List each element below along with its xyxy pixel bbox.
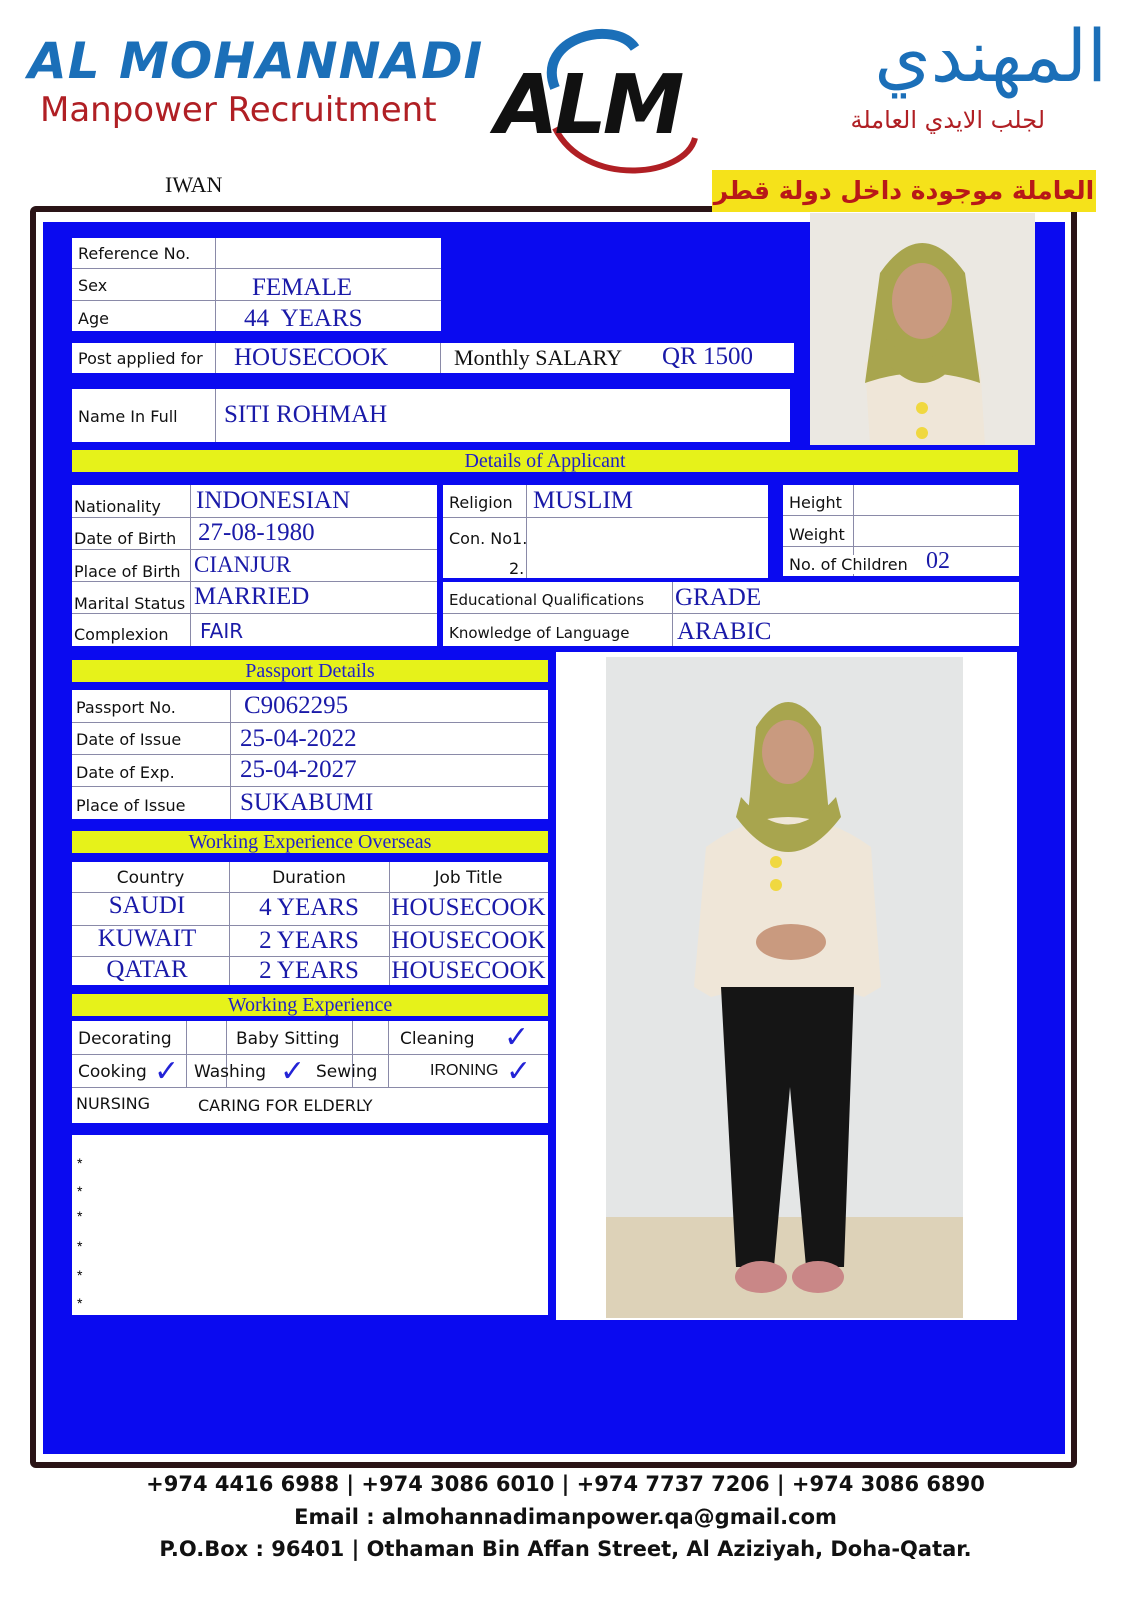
skill-nursing: NURSING bbox=[76, 1094, 151, 1113]
skill-baby-sitting: Baby Sitting bbox=[236, 1029, 340, 1049]
skills-table bbox=[72, 1021, 548, 1123]
table-row-3-job: HOUSECOOK bbox=[391, 957, 546, 984]
arabic-subtitle: لجلب الايدي العاملة bbox=[850, 106, 1045, 134]
religion-label: Religion bbox=[449, 493, 513, 512]
washing-check-icon: ✓ bbox=[280, 1054, 306, 1089]
full-body-figure bbox=[606, 657, 963, 1318]
arabic-brand bbox=[725, 14, 1115, 148]
nationality-label: Nationality bbox=[74, 497, 161, 516]
sex-value: FEMALE bbox=[252, 274, 352, 301]
table-row-2-job: HOUSECOOK bbox=[391, 927, 546, 954]
name-row bbox=[72, 389, 790, 442]
applicant-portrait-photo bbox=[810, 213, 1035, 445]
alm-logo bbox=[495, 18, 720, 178]
nationality-value: INDONESIAN bbox=[196, 487, 351, 514]
issue-place-value: SUKABUMI bbox=[240, 789, 374, 816]
note-bullet-2: * bbox=[77, 1183, 83, 1199]
skill-cleaning: Cleaning bbox=[400, 1029, 475, 1049]
cleaning-check-icon: ✓ bbox=[504, 1020, 530, 1055]
post-row bbox=[72, 343, 794, 373]
notes-box bbox=[72, 1135, 548, 1315]
full-photo-frame bbox=[556, 652, 1017, 1320]
table-row-2-duration: 2 YEARS bbox=[259, 927, 359, 954]
footer-address: P.O.Box : 96401 | Othaman Bin Affan Street, Al Aziziyah, Doha-Qatar. bbox=[159, 1537, 972, 1561]
passport-block bbox=[72, 690, 548, 819]
complexion-value: FAIR bbox=[200, 619, 244, 643]
salary-value: QR 1500 bbox=[662, 343, 753, 370]
note-bullet-3: * bbox=[77, 1208, 83, 1224]
note-bullet-6: * bbox=[77, 1295, 83, 1311]
details-education-block bbox=[443, 582, 1019, 646]
pob-value: CIANJUR bbox=[194, 552, 292, 577]
section-skills-title: Working Experience bbox=[72, 994, 548, 1016]
name-value: SITI ROHMAH bbox=[224, 401, 388, 428]
section-overseas-title: Working Experience Overseas bbox=[72, 831, 548, 853]
cooking-check-icon: ✓ bbox=[154, 1054, 180, 1089]
brand-subtitle: Manpower Recruitment bbox=[40, 90, 437, 130]
children-value: 02 bbox=[926, 548, 950, 574]
passport-number-label: Passport No. bbox=[76, 698, 176, 717]
skill-washing: Washing bbox=[194, 1062, 267, 1082]
issue-date-value: 25-04-2022 bbox=[240, 725, 357, 752]
note-bullet-4: * bbox=[77, 1238, 83, 1254]
salary-label: Monthly SALARY bbox=[454, 345, 623, 370]
skill-ironing: IRONING bbox=[430, 1062, 499, 1079]
col-header-country: Country bbox=[116, 868, 185, 888]
skill-cooking: Cooking bbox=[78, 1062, 147, 1082]
skill-caring-elderly: CARING FOR ELDERLY bbox=[198, 1096, 373, 1115]
post-label: Post applied for bbox=[78, 349, 203, 368]
exp-date-value: 25-04-2027 bbox=[240, 756, 357, 783]
sex-label: Sex bbox=[78, 276, 108, 295]
portrait-figure bbox=[810, 213, 1035, 445]
table-row-1-job: HOUSECOOK bbox=[391, 894, 546, 921]
post-value: HOUSECOOK bbox=[234, 344, 389, 371]
table-row-1-country: SAUDI bbox=[108, 892, 186, 919]
education-value: GRADE bbox=[675, 584, 762, 611]
applicant-full-body-photo bbox=[606, 657, 963, 1318]
skill-decorating: Decorating bbox=[78, 1029, 172, 1049]
marital-value: MARRIED bbox=[194, 583, 310, 610]
religion-value: MUSLIM bbox=[533, 487, 634, 514]
section-passport-title: Passport Details bbox=[72, 660, 548, 682]
pob-label: Place of Birth bbox=[74, 562, 181, 581]
education-label: Educational Qualifications bbox=[449, 591, 645, 609]
overseas-table bbox=[72, 862, 548, 985]
note-bullet-1: * bbox=[77, 1155, 83, 1171]
issue-place-label: Place of Issue bbox=[76, 796, 186, 815]
complexion-label: Complexion bbox=[74, 625, 169, 644]
reference-block bbox=[72, 238, 441, 331]
footer-email: Email : almohannadimanpower.qa@gmail.com bbox=[294, 1505, 837, 1529]
passport-number-value: C9062295 bbox=[244, 692, 349, 719]
height-label: Height bbox=[789, 493, 842, 512]
brand-name: AL MOHANNADI bbox=[28, 32, 484, 90]
con1-label: Con. No1. bbox=[449, 529, 528, 548]
table-row-3-country: QATAR bbox=[106, 956, 188, 983]
table-row-2-country: KUWAIT bbox=[97, 925, 197, 952]
language-label: Knowledge of Language bbox=[449, 624, 630, 642]
agent-code: IWAN bbox=[165, 172, 223, 197]
arabic-title: المهندي bbox=[874, 14, 1107, 98]
details-left-block bbox=[72, 485, 437, 646]
section-details-title: Details of Applicant bbox=[72, 450, 1018, 472]
children-label: No. of Children bbox=[789, 555, 912, 574]
brand-block bbox=[28, 32, 498, 142]
issue-date-label: Date of Issue bbox=[76, 730, 182, 749]
table-row-3-duration: 2 YEARS bbox=[259, 957, 359, 984]
con2-label: 2. bbox=[509, 559, 525, 578]
col-header-job-title: Job Title bbox=[434, 868, 503, 888]
weight-label: Weight bbox=[789, 525, 845, 544]
marital-label: Marital Status bbox=[74, 594, 186, 613]
age-label: Age bbox=[78, 309, 109, 328]
note-bullet-5: * bbox=[77, 1267, 83, 1283]
dob-value: 27-08-1980 bbox=[198, 519, 315, 546]
language-value: ARABIC bbox=[677, 618, 772, 645]
logo-letters: ALM bbox=[495, 58, 681, 153]
details-religion-block bbox=[443, 485, 768, 578]
col-header-duration: Duration bbox=[272, 868, 346, 888]
age-value: 44 YEARS bbox=[244, 305, 363, 332]
footer-phones: +974 4416 6988 | +974 3086 6010 | +974 7737 7206 | +974 3086 6890 bbox=[146, 1472, 985, 1496]
skill-sewing: Sewing bbox=[316, 1062, 378, 1082]
details-height-block bbox=[783, 485, 1019, 576]
arabic-banner: العاملة موجودة داخل دولة قطر bbox=[712, 170, 1096, 212]
ironing-check-icon: ✓ bbox=[506, 1054, 532, 1089]
name-label: Name In Full bbox=[78, 407, 178, 426]
table-row-1-duration: 4 YEARS bbox=[259, 894, 359, 921]
exp-date-label: Date of Exp. bbox=[76, 763, 175, 782]
dob-label: Date of Birth bbox=[74, 529, 177, 548]
reference-label: Reference No. bbox=[78, 244, 191, 263]
